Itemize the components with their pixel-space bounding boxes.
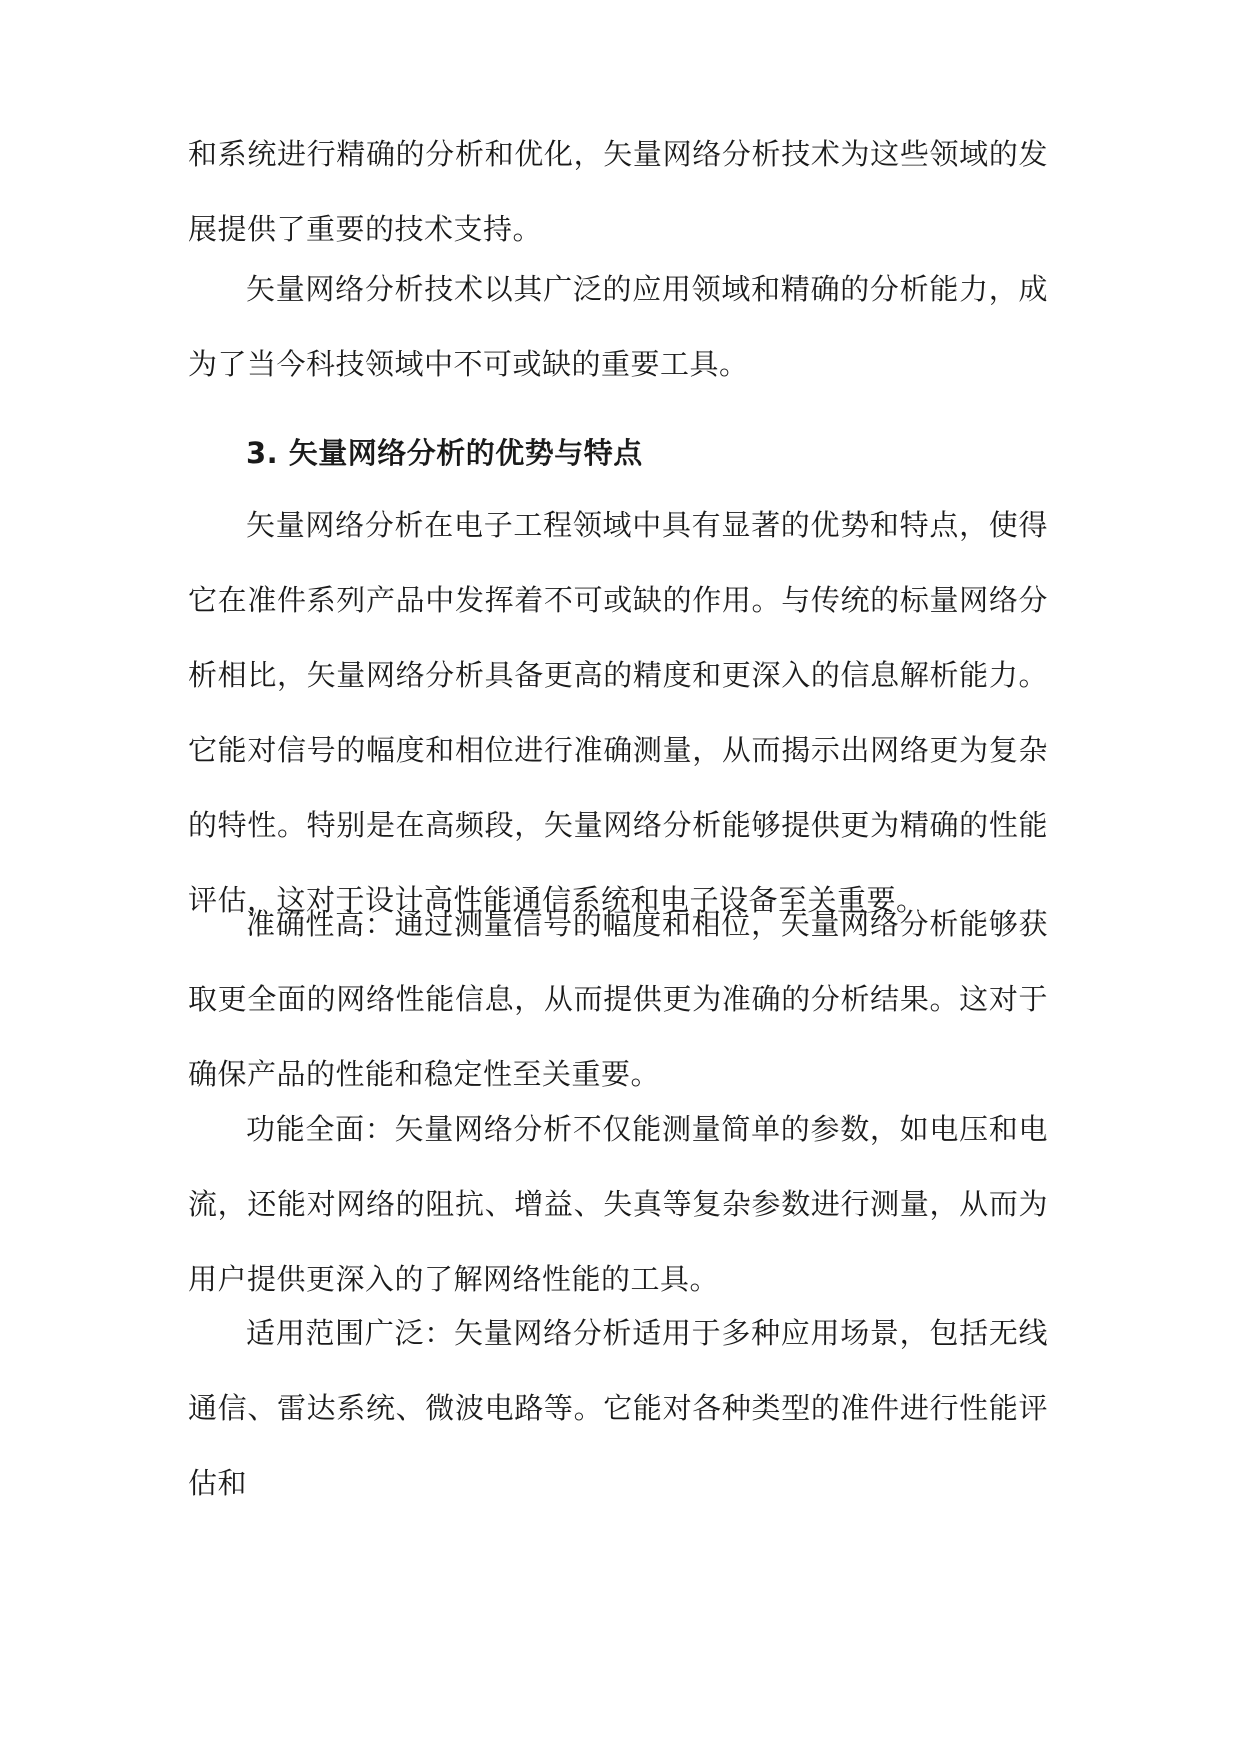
paragraph-applicability: 适用范围广泛：矢量网络分析适用于多种应用场景，包括无线通信、雷达系统、微波电路等。它能对各种类型的准件进行性能评估和 <box>188 1316 1048 1500</box>
paragraph-continuation: 和系统进行精确的分析和优化，矢量网络分析技术为这些领域的发展提供了重要的技术支持。 <box>188 137 1048 246</box>
paragraph-accuracy: 准确性高：通过测量信号的幅度和相位，矢量网络分析能够获取更全面的网络性能信息，从而提供更为准确的分析结果。这对于确保产品的性能和稳定性至关重要。 <box>188 907 1048 1091</box>
paragraph-functionality: 功能全面：矢量网络分析不仅能测量简单的参数，如电压和电流，还能对网络的阻抗、增益、失真等复杂参数进行测量，从而为用户提供更深入的了解网络性能的工具。 <box>188 1112 1048 1296</box>
section-heading: 3. 矢量网络分析的优势与特点 <box>246 436 643 470</box>
paragraph-advantages-intro: 矢量网络分析在电子工程领域中具有显著的优势和特点，使得它在准件系列产品中发挥着不可或缺的作用。与传统的标量网络分析相比，矢量网络分析具备更高的精度和更深入的信息解析能力。它能对信号的幅度和相位进行准确测量，从而揭示出网络更为复杂的特性。特别是在高频段，矢量网络分析能够提供更为精确的性能评估，这对于设计高性能通信系统和电子设备至关重要。 <box>188 508 1048 917</box>
paragraph-summary: 矢量网络分析技术以其广泛的应用领域和精确的分析能力，成为了当今科技领域中不可或缺的重要工具。 <box>188 272 1048 381</box>
